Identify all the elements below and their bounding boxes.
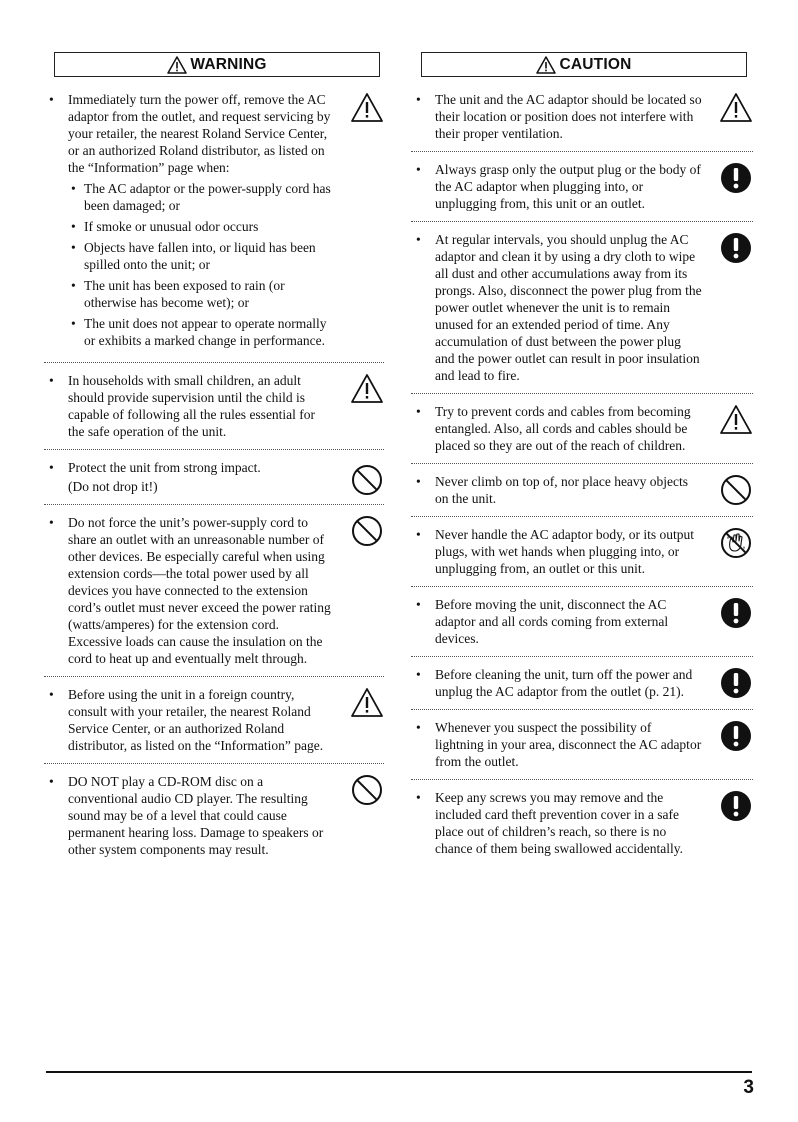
bullet: • (416, 404, 421, 419)
bullet: • (416, 790, 421, 805)
bullet: • (49, 373, 54, 388)
caution-item-text: Always grasp only the output plug or the body of the AC adaptor when plugging into, or unplugging from, this unit or an outlet. (435, 162, 701, 211)
caution-triangle-icon (350, 91, 384, 125)
caution-item-text: Before moving the unit, disconnect the AC adaptor and all cords coming from external devices. (435, 597, 669, 646)
caution-item (411, 91, 753, 152)
bullet: • (416, 667, 421, 682)
caution-triangle-icon (536, 56, 556, 74)
warning-triangle-icon (167, 56, 187, 74)
prohibited-icon (350, 773, 384, 807)
prohibited-icon (350, 514, 384, 548)
mandatory-icon (719, 161, 753, 195)
bullet: • (416, 527, 421, 542)
sub-item: • If smoke or unusual odor occurs (71, 219, 259, 234)
prohibited-icon (719, 473, 753, 507)
bullet: • (416, 474, 421, 489)
bullet: • (49, 515, 54, 530)
bullet: • (416, 597, 421, 612)
warning-item-text: Immediately turn the power off, remove the AC adaptor from the outlet, and request servicing by your retailer, the nearest Roland Service Center, or an authorized Roland distributor, as listed on the “Information” page when: (68, 92, 331, 175)
page-number: 3 (743, 1077, 754, 1098)
warning-item (44, 686, 384, 764)
caution-item-text: The unit and the AC adaptor should be located so their location or position does not interfere with their proper ventilation. (435, 92, 702, 141)
warning-title: WARNING (190, 55, 267, 73)
caution-item (411, 526, 753, 587)
warning-item (44, 372, 384, 450)
caution-item (411, 473, 753, 517)
caution-item (411, 596, 753, 657)
caution-triangle-icon (350, 686, 384, 720)
bullet: • (49, 460, 54, 475)
bullet: • (416, 720, 421, 735)
sub-item: • The unit does not appear to operate normally or exhibits a marked change in performance. (71, 316, 327, 348)
warning-sublist (68, 180, 334, 349)
caution-title: CAUTION (559, 55, 632, 73)
caution-item-text: Never handle the AC adaptor body, or its output plugs, with wet hands when plugging into, or unplugging from, an outlet or this unit. (435, 527, 694, 576)
warning-item (44, 773, 384, 867)
bullet: • (416, 92, 421, 107)
caution-item (411, 231, 753, 394)
prohibited-icon (350, 463, 384, 497)
bullet: • (49, 774, 54, 789)
bullet: • (416, 162, 421, 177)
mandatory-icon (719, 231, 753, 265)
mandatory-icon (719, 719, 753, 753)
warning-item (44, 514, 384, 677)
caution-item-text: Keep any screws you may remove and the included card theft prevention cover in a safe place out of children’s reach, so there is no chance of them being swallowed accidentally. (435, 790, 684, 856)
caution-triangle-icon (719, 403, 753, 437)
warning-banner (54, 52, 380, 77)
sub-item: • Objects have fallen into, or liquid has been spilled onto the unit; or (71, 240, 316, 272)
bullet: • (49, 92, 54, 107)
warning-item-text: Protect the unit from strong impact. (68, 460, 261, 475)
sub-item: • The AC adaptor or the power-supply cord has been damaged; or (71, 181, 331, 213)
no-wet-hands-icon (719, 526, 753, 560)
warning-item-text: Do not force the unit’s power-supply cord to share an outlet with an unreasonable number of other devices. Be especially careful when using extension cords—the total power used by all devices you have connected to the extension cord’s outlet must never exceed the power rating (watts/amperes) for the extension cord. Excessive loads can cause the insulation on the cord to heat up and eventually melt through. (68, 515, 331, 666)
bullet: • (416, 232, 421, 247)
footer-rule (46, 1071, 752, 1073)
warning-item (44, 91, 384, 363)
caution-item (411, 789, 753, 866)
caution-item (411, 161, 753, 222)
caution-triangle-icon (350, 372, 384, 406)
bullet: • (49, 687, 54, 702)
caution-item (411, 666, 753, 710)
warning-item-text: DO NOT play a CD-ROM disc on a conventional audio CD player. The resulting sound may be of a level that could cause permanent hearing loss. Damage to speakers or other system components may result. (68, 774, 324, 857)
warning-item-text: In households with small children, an adult should provide supervision until the child is capable of following all the rules essential for the safe operation of the unit. (68, 373, 316, 439)
caution-banner (421, 52, 747, 77)
caution-column (411, 52, 753, 875)
caution-item-text: Never climb on top of, nor place heavy objects on the unit. (435, 474, 689, 506)
mandatory-icon (719, 789, 753, 823)
mandatory-icon (719, 596, 753, 630)
caution-item-text: At regular intervals, you should unplug the AC adaptor and clean it by using a dry cloth to wipe all dust and other accumulations away from its prongs. Also, disconnect the power plug from the power outlet whenever the unit is to remain unused for an extended period of time. Any accumulation of dust between the power plug and the power outlet can result in poor insulation and lead to fire. (435, 232, 702, 383)
warning-column (44, 52, 384, 876)
caution-item-text: Try to prevent cords and cables from becoming entangled. Also, all cords and cables should be placed so they are out of the reach of children. (435, 404, 691, 453)
caution-item (411, 403, 753, 464)
warning-item (44, 459, 384, 505)
warning-item-text: Before using the unit in a foreign country, consult with your retailer, the nearest Roland Service Center, or an authorized Roland distributor, as listed on the “Information” page. (68, 687, 324, 753)
caution-triangle-icon (719, 91, 753, 125)
sub-item: • The unit has been exposed to rain (or otherwise has become wet); or (71, 278, 285, 310)
caution-item (411, 719, 753, 780)
mandatory-icon (719, 666, 753, 700)
warning-item-note: (Do not drop it!) (68, 479, 158, 494)
caution-item-text: Whenever you suspect the possibility of lightning in your area, disconnect the AC adaptor from the outlet. (435, 720, 702, 769)
caution-item-text: Before cleaning the unit, turn off the power and unplug the AC adaptor from the outlet (p. 21). (435, 667, 693, 699)
